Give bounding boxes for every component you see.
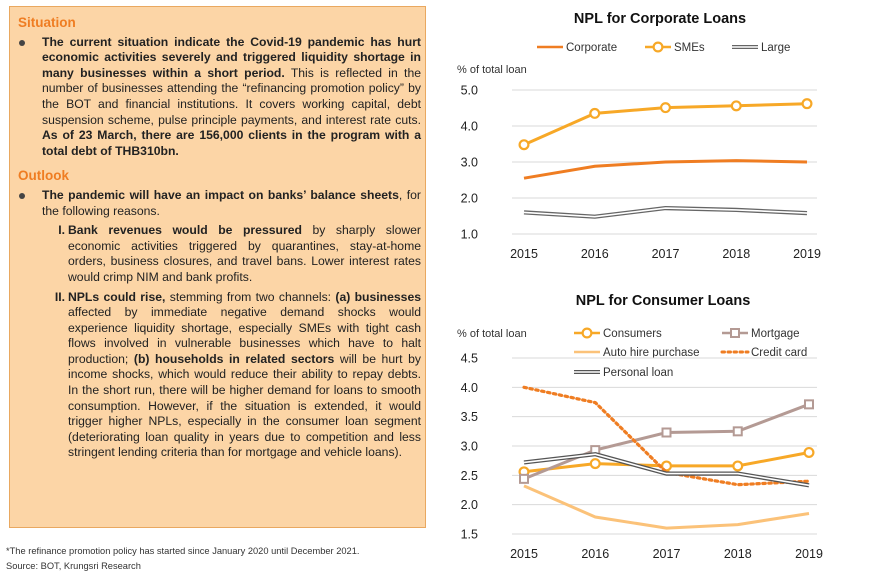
x-tick-label: 2019 — [793, 247, 821, 261]
legend-marker — [731, 329, 739, 337]
legend-label: Corporate — [566, 42, 618, 54]
x-tick-label: 2016 — [580, 247, 609, 261]
y-tick-label: 4.0 — [460, 119, 478, 134]
x-tick-label: 2019 — [795, 547, 823, 561]
x-tick-label: 2017 — [651, 247, 680, 261]
data-point — [805, 448, 814, 457]
data-point — [591, 459, 600, 468]
data-point — [734, 427, 742, 435]
outlook-item-text — [68, 290, 421, 460]
outlook-item-2 — [17, 290, 421, 462]
legend-label: SMEs — [674, 42, 705, 54]
data-point — [733, 462, 742, 471]
chart-title: NPL for Corporate Loans — [573, 11, 747, 27]
bold-text: Bank revenues would be pressured — [68, 223, 302, 238]
data-point — [805, 400, 813, 408]
bullet-dot — [19, 193, 25, 199]
text-panel — [9, 6, 426, 528]
situation-text — [42, 35, 421, 158]
situation-bullet — [17, 35, 421, 160]
text-run: stemming from two channels: — [165, 289, 336, 304]
outlook-title: Outlook — [18, 168, 69, 184]
outlook-bullet — [17, 188, 421, 219]
legend-label: Personal loan — [603, 367, 674, 379]
data-point — [803, 99, 812, 108]
data-point — [590, 109, 599, 118]
legend-label: Credit card — [751, 347, 808, 359]
legend-label: Consumers — [603, 328, 662, 340]
series-line — [524, 161, 807, 179]
x-tick-label: 2015 — [510, 247, 538, 261]
data-point — [520, 475, 528, 483]
outlook-item-1 — [17, 223, 421, 285]
data-point — [661, 103, 670, 112]
y-tick-label: 3.5 — [460, 410, 478, 425]
y-axis-label: % of total loan — [457, 64, 527, 76]
data-point — [520, 140, 529, 149]
bold-text: As of 23 March, there are 156,000 clients in the program with a total debt of THB310bn. — [42, 128, 421, 158]
bold-text: The current situation indicate the Covid-19 pandemic has hurt economic activities severely and triggered liquidity shortage in many businesses within a short period. — [42, 34, 421, 80]
x-tick-label: 2018 — [723, 547, 752, 561]
corporate-npl-chart — [430, 0, 870, 272]
item-number: I. — [58, 223, 65, 238]
bold-text: (b) households in related sectors — [133, 351, 335, 366]
y-tick-label: 1.0 — [460, 227, 478, 242]
y-tick-label: 2.0 — [460, 191, 478, 206]
y-axis-label: % of total loan — [457, 328, 527, 340]
text-run: affected by immediate negative demand shocks would experience liquidity shortage, especially SMEs with tight cash flows involved in vulnerable businesses which have to halt production; — [68, 305, 421, 366]
data-point — [663, 429, 671, 437]
legend-label: Auto hire purchase — [603, 347, 700, 359]
bold-text: (a) businesses — [335, 289, 422, 304]
series-line — [524, 486, 809, 528]
legend-marker — [583, 329, 592, 338]
y-tick-label: 1.5 — [460, 527, 478, 542]
outlook-text — [42, 188, 421, 218]
y-tick-label: 5.0 — [460, 83, 478, 98]
legend-marker — [654, 43, 663, 52]
y-tick-label: 2.5 — [460, 468, 478, 483]
y-tick-label: 4.5 — [460, 351, 478, 366]
x-tick-label: 2016 — [581, 547, 610, 561]
bullet-dot — [19, 40, 25, 46]
text-run: will be hurt by income shocks, which would reduce their ability to repay debts. In the short run, there will be higher demand for loans to smooth consumption. However, if the situation is extended, it would trigger higher NPLs, especially in the consumer loan segment (deteriorating loan quality in years due to competition and less stringent lending criteria than for mortgage and vehicle loans). — [68, 351, 422, 460]
bold-text: The pandemic will have an impact on banks’ balance sheets — [42, 187, 399, 202]
legend-label: Large — [761, 42, 791, 54]
chart-title: NPL for Consumer Loans — [575, 293, 751, 309]
y-tick-label: 4.0 — [460, 380, 478, 395]
data-point — [732, 101, 741, 110]
x-tick-label: 2018 — [722, 247, 751, 261]
item-number: II. — [54, 289, 65, 304]
x-tick-label: 2017 — [652, 547, 681, 561]
y-tick-label: 3.0 — [460, 439, 478, 454]
consumer-npl-chart — [430, 282, 870, 580]
text-run: This is reflected in the number of businesses attending the “refinancing promotion policy” by the BOT and financial institutions. It covers working capital, debt suspension scheme, pulse principle payments, and interest rate cuts. — [42, 65, 421, 127]
footnote: *The refinance promotion policy has started since January 2020 until December 2021. — [6, 546, 360, 556]
x-tick-label: 2015 — [510, 547, 538, 561]
y-tick-label: 2.0 — [460, 498, 478, 513]
outlook-item-text — [68, 223, 421, 284]
situation-title: Situation — [18, 15, 76, 30]
legend-label: Mortgage — [751, 328, 800, 340]
text-run: by sharply slower economic activities triggered by quarantines, stay-at-home orders, business closures, and travel bans. Lower interest rates would crimp NIM and bank profits. — [68, 223, 421, 284]
text-run: , for the following reasons. — [42, 187, 421, 218]
source-note: Source: BOT, Krungsri Research — [6, 561, 141, 571]
bold-text: NPLs could rise, — [68, 289, 166, 304]
y-tick-label: 3.0 — [460, 155, 478, 170]
